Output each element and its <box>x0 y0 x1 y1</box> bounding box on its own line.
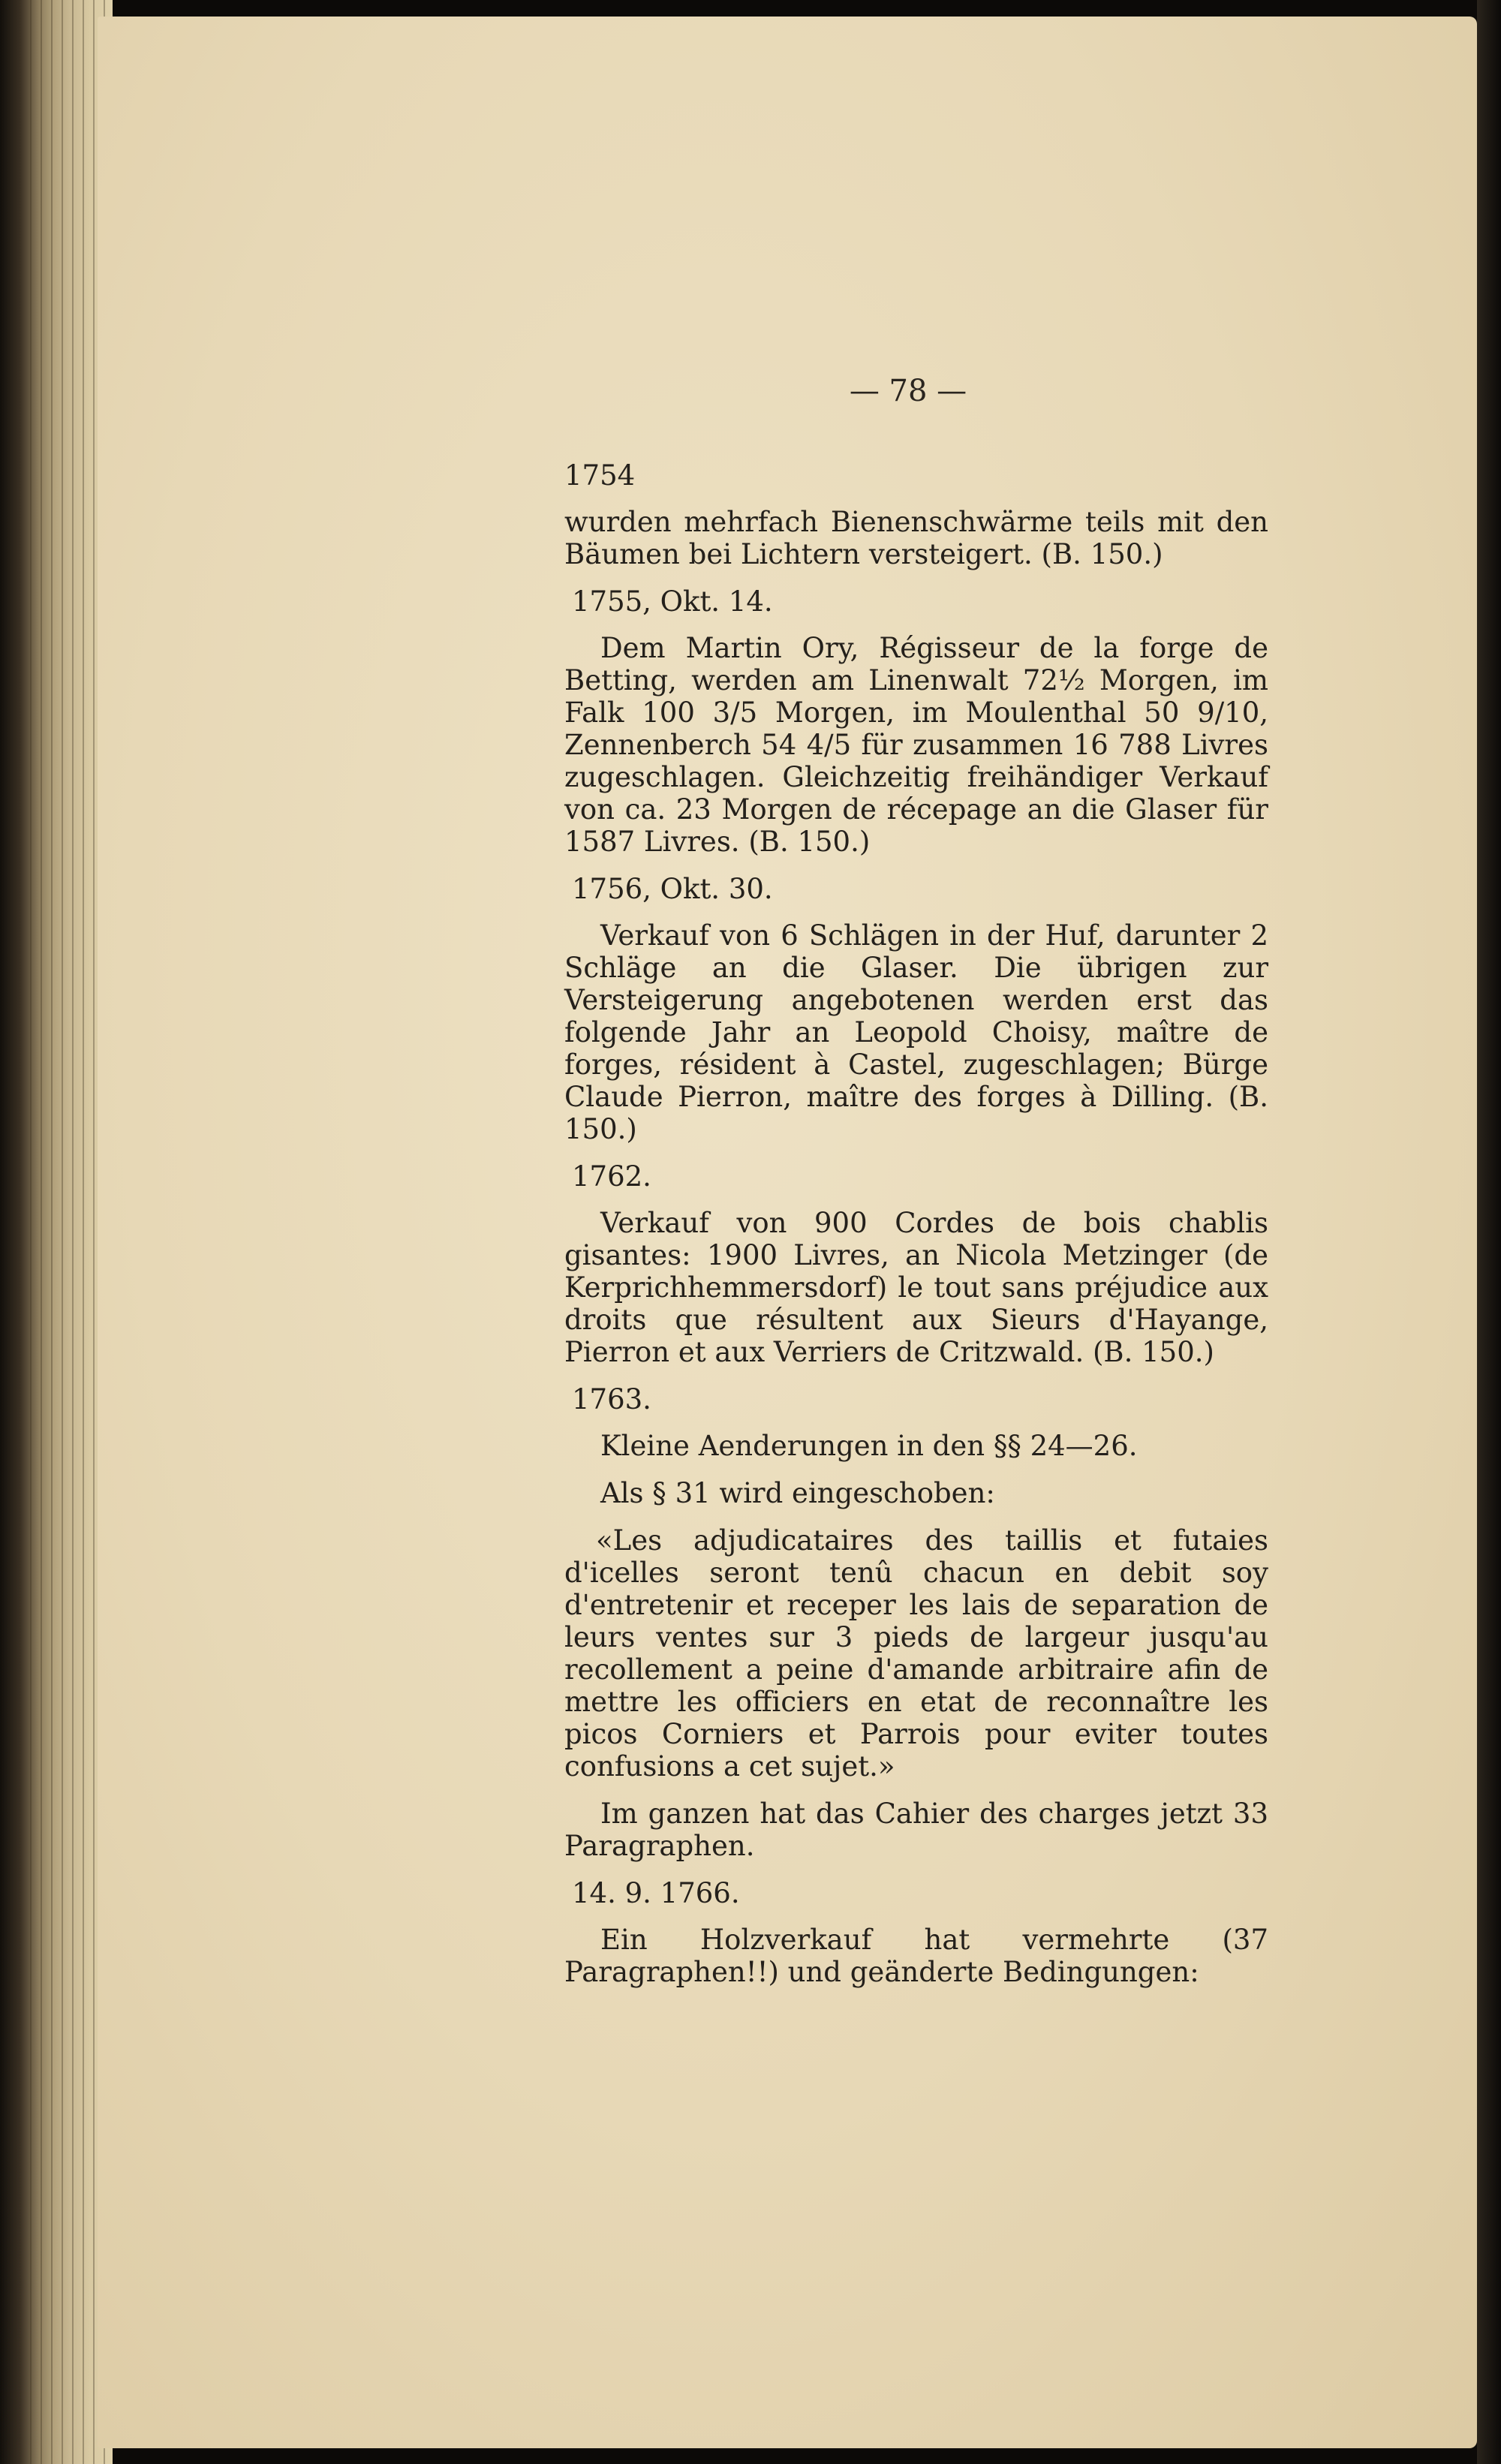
page-number: — 78 — <box>849 374 967 408</box>
entry-date-1754: 1754 <box>564 459 636 492</box>
entry-text-1763-insert: Als § 31 wird eingeschoben: <box>600 1477 995 1509</box>
entry-text-1756: Verkauf von 6 Schlägen in der Huf, darunter 2 Schläge an die Glaser. Die übrigen zur Versteigerung angebotenen werden erst das folgende Jahr an Leopold Choisy, maître de forges, résident à Castel, zugeschlagen; Bürge Claude Pierron, maître des forges à Dilling. (B. 150.) <box>564 919 1268 1145</box>
entry-date-1763: 1763. <box>572 1383 651 1416</box>
book-page-edges <box>0 0 113 2464</box>
entry-date-1756: 1756, Okt. 30. <box>572 873 773 905</box>
entry-text-1762: Verkauf von 900 Cordes de bois chablis gisantes: 1900 Livres, an Nicola Metzinger (de Kerprichhemmersdorf) le tout sans préjudice aux droits que résultent aux Sieurs d'Hayange, Pierron et aux Verriers de Critzwald. (B. 150.) <box>564 1207 1268 1368</box>
french-quote: «Les adjudicataires des taillis et futaies d'icelles seront tenû chacun en debit soy d'entretenir et receper les lais de separation de leurs ventes sur 3 pieds de largeur jusqu'au recollement a peine d'amande arbitraire afin de mettre les officiers en etat de reconnaître les picos Corniers et Parrois pour eviter toutes confusions a cet sujet.» <box>564 1524 1268 1783</box>
entry-date-1762: 1762. <box>572 1160 651 1193</box>
entry-text-1754: wurden mehrfach Bienenschwärme teils mit den Bäumen bei Lichtern versteigert. (B. 150.) <box>564 506 1268 570</box>
entry-date-1755: 1755, Okt. 14. <box>572 585 773 618</box>
entry-date-1766: 14. 9. 1766. <box>572 1877 740 1909</box>
scan-border <box>1477 0 1501 2464</box>
entry-text-1755: Dem Martin Ory, Régisseur de la forge de Betting, werden am Linenwalt 72½ Morgen, im Falk 100 3/5 Morgen, im Moulenthal 50 9/10, Zennenberch 54 4/5 für zusammen 16 788 Livres zugeschlagen. Gleichzeitig freihändiger Verkauf von ca. 23 Morgen de récepage an die Glaser für 1587 Livres. (B. 150.) <box>564 632 1268 858</box>
page-text <box>564 459 1268 2003</box>
summary-paragraph: Im ganzen hat das Cahier des charges jetzt 33 Paragraphen. <box>564 1798 1268 1862</box>
entry-text-1763: Kleine Aenderungen in den §§ 24—26. <box>600 1430 1138 1462</box>
entry-text-1766: Ein Holzverkauf hat vermehrte (37 Paragraphen!!) und geänderte Bedingungen: <box>564 1924 1268 1988</box>
